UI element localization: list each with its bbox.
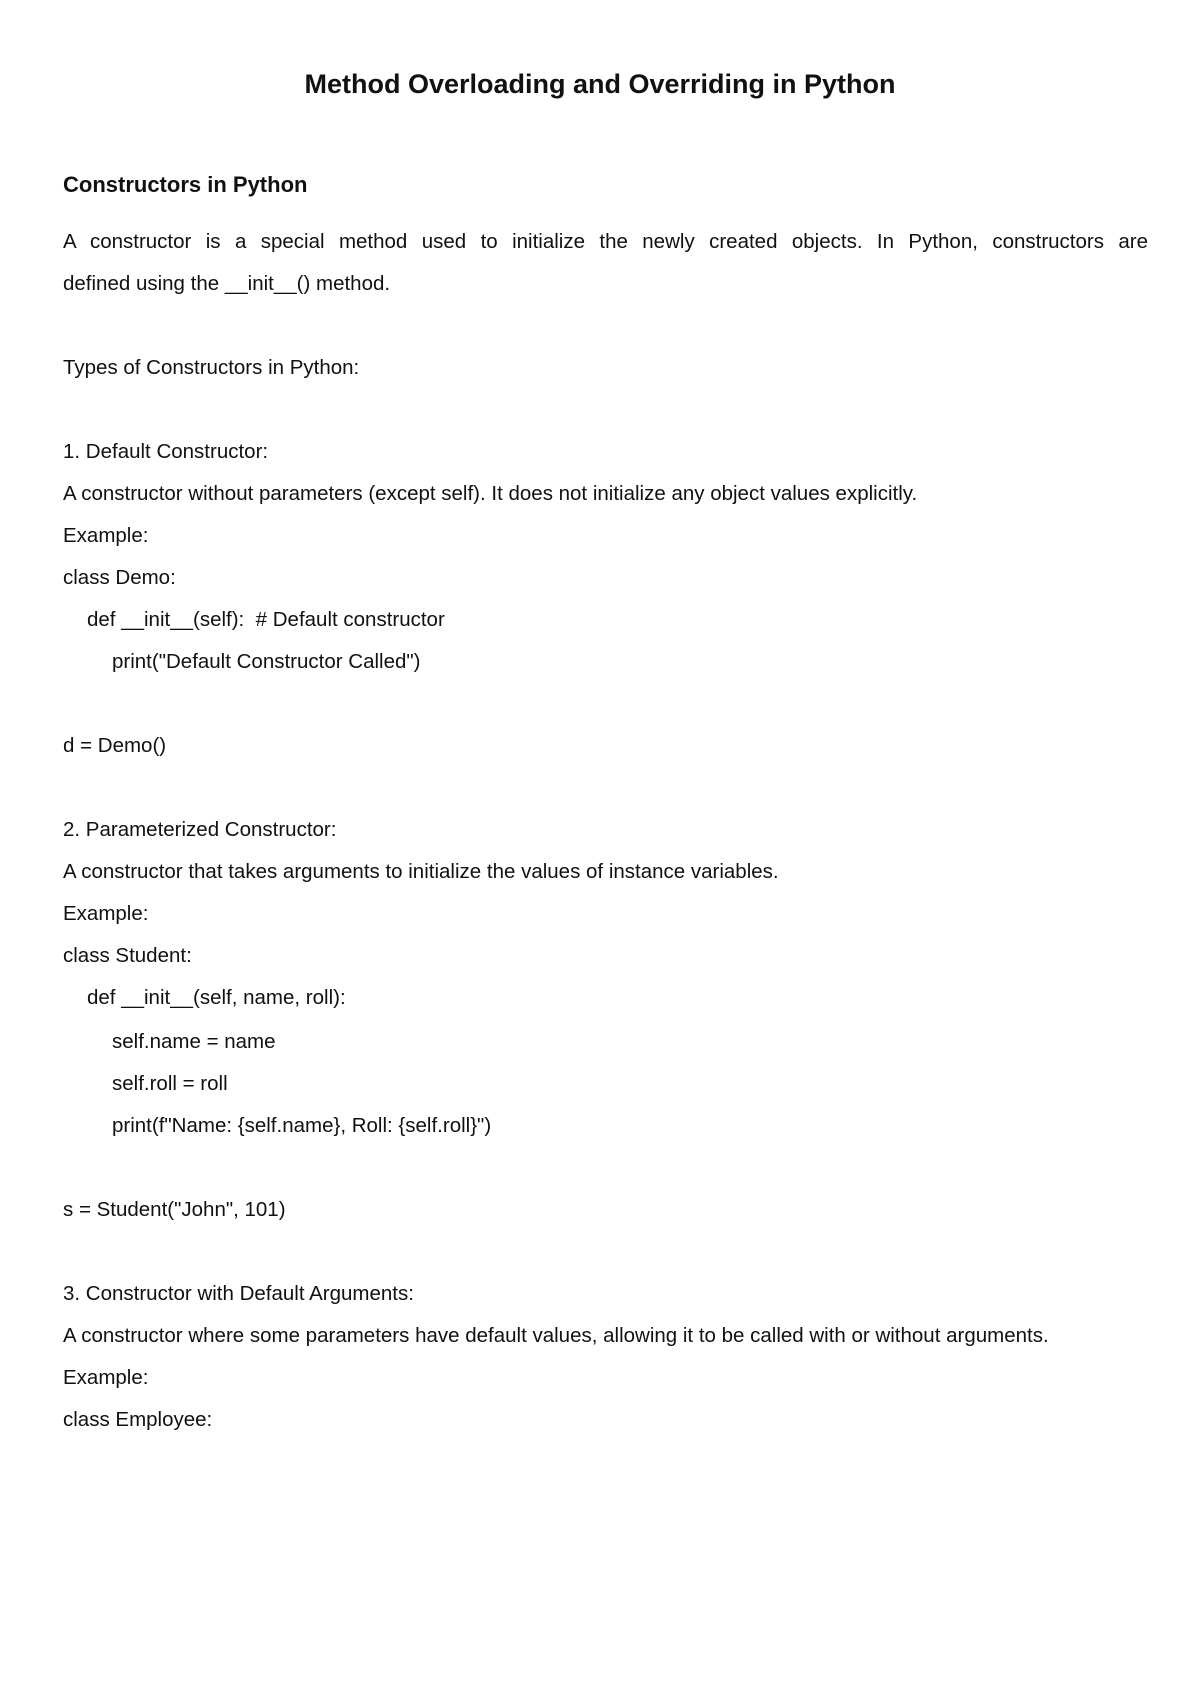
default-constructor-heading: 1. Default Constructor: bbox=[63, 440, 269, 463]
section-heading: Constructors in Python bbox=[63, 172, 308, 197]
example-label: Example: bbox=[63, 524, 149, 547]
code-line: def __init__(self): # Default constructor bbox=[87, 608, 445, 631]
intro-paragraph-line: A constructor is a special method used to initialize the newly created objects. In Python, constructors are bbox=[63, 230, 1148, 253]
code-line: class Demo: bbox=[63, 566, 176, 589]
code-line: print("Default Constructor Called") bbox=[112, 650, 421, 673]
default-args-constructor-description: A constructor where some parameters have default values, allowing it to be called with or without arguments. bbox=[63, 1324, 1049, 1347]
document-title: Method Overloading and Overriding in Python bbox=[304, 69, 896, 99]
example-label: Example: bbox=[63, 1366, 149, 1389]
code-line: def __init__(self, name, roll): bbox=[87, 986, 346, 1009]
code-line: class Employee: bbox=[63, 1408, 213, 1431]
code-line: s = Student("John", 101) bbox=[63, 1198, 286, 1221]
code-line: class Student: bbox=[63, 944, 192, 967]
code-line: self.name = name bbox=[112, 1030, 276, 1053]
code-line: self.roll = roll bbox=[112, 1072, 228, 1095]
example-label: Example: bbox=[63, 902, 149, 925]
types-heading: Types of Constructors in Python: bbox=[63, 356, 360, 379]
intro-paragraph-line: defined using the __init__() method. bbox=[63, 272, 391, 295]
default-constructor-description: A constructor without parameters (except self). It does not initialize any object values explicitly. bbox=[63, 482, 918, 505]
default-args-constructor-heading: 3. Constructor with Default Arguments: bbox=[63, 1282, 414, 1305]
parameterized-constructor-description: A constructor that takes arguments to initialize the values of instance variables. bbox=[63, 860, 779, 883]
parameterized-constructor-heading: 2. Parameterized Constructor: bbox=[63, 818, 337, 841]
code-line: print(f"Name: {self.name}, Roll: {self.roll}") bbox=[112, 1114, 492, 1137]
code-line: d = Demo() bbox=[63, 734, 167, 757]
